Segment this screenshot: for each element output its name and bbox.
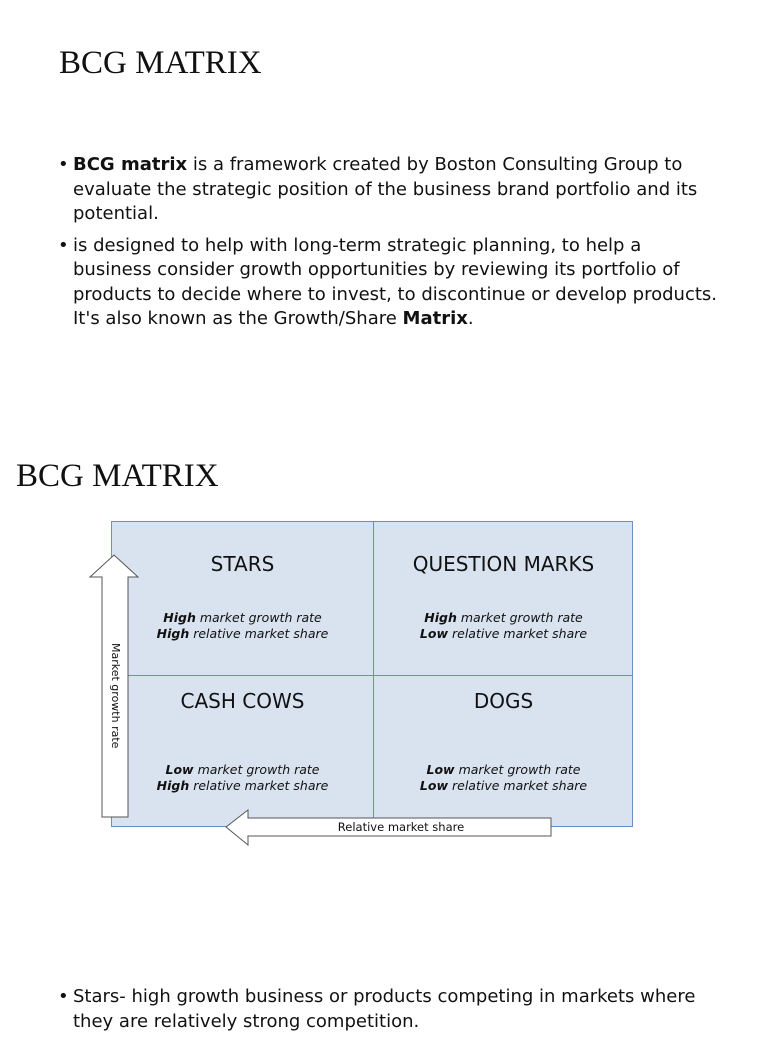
- slide1-bullet-list: [58, 153, 718, 339]
- slide1-bullet-1: [58, 153, 718, 227]
- desc-bold: Low: [419, 626, 449, 641]
- bullet-bold-tail: Matrix: [402, 308, 468, 329]
- desc-text: relative market share: [448, 626, 588, 641]
- desc-text: market growth rate: [454, 762, 581, 777]
- desc-bold: High: [424, 610, 457, 625]
- desc-bold: Low: [419, 778, 449, 793]
- desc-text: market growth rate: [193, 762, 320, 777]
- quadrant-title: QUESTION MARKS: [412, 552, 595, 576]
- desc-text: market growth rate: [456, 610, 583, 625]
- quadrant-title: DOGS: [473, 689, 534, 713]
- desc-text: relative market share: [189, 778, 329, 793]
- slide1-bullet-2: [58, 234, 718, 332]
- bcg-matrix-diagram: [86, 518, 646, 853]
- slide2-title: BCG MATRIX: [16, 458, 219, 494]
- desc-bold: High: [156, 626, 190, 641]
- slide1-title: BCG MATRIX: [59, 45, 262, 81]
- bullet-bold-lead: BCG matrix: [73, 154, 188, 175]
- matrix-axes-arrows: [86, 518, 646, 853]
- slide3-bullet-list: [58, 985, 718, 1041]
- desc-bold: High: [163, 610, 196, 625]
- desc-text: market growth rate: [195, 610, 322, 625]
- desc-bold: Low: [165, 762, 194, 777]
- bullet-text: is a framework created by Boston Consulting Group to evaluate the strategic position of the business brand portfolio and its potential.: [73, 154, 698, 224]
- slide3-bullet-1: [58, 985, 718, 1034]
- desc-bold: High: [156, 778, 190, 793]
- desc-text: relative market share: [189, 626, 329, 641]
- desc-bold: Low: [426, 762, 455, 777]
- y-axis-label: Market growth rate: [109, 643, 122, 749]
- bullet-text: is designed to help with long-term strategic planning, to help a business consider growth opportunities by reviewing its portfolio of products to decide where to invest, to discontinue or develop products. It's also known as the Growth/Share: [73, 234, 717, 329]
- quadrant-title: CASH COWS: [180, 689, 305, 713]
- desc-text: relative market share: [448, 778, 588, 793]
- x-axis-label: Relative market share: [337, 820, 465, 834]
- bullet-text: Stars- high growth business or products competing in markets where they are relatively strong competition.: [73, 986, 696, 1032]
- quadrant-title: STARS: [210, 552, 275, 576]
- bullet-end: .: [467, 308, 474, 329]
